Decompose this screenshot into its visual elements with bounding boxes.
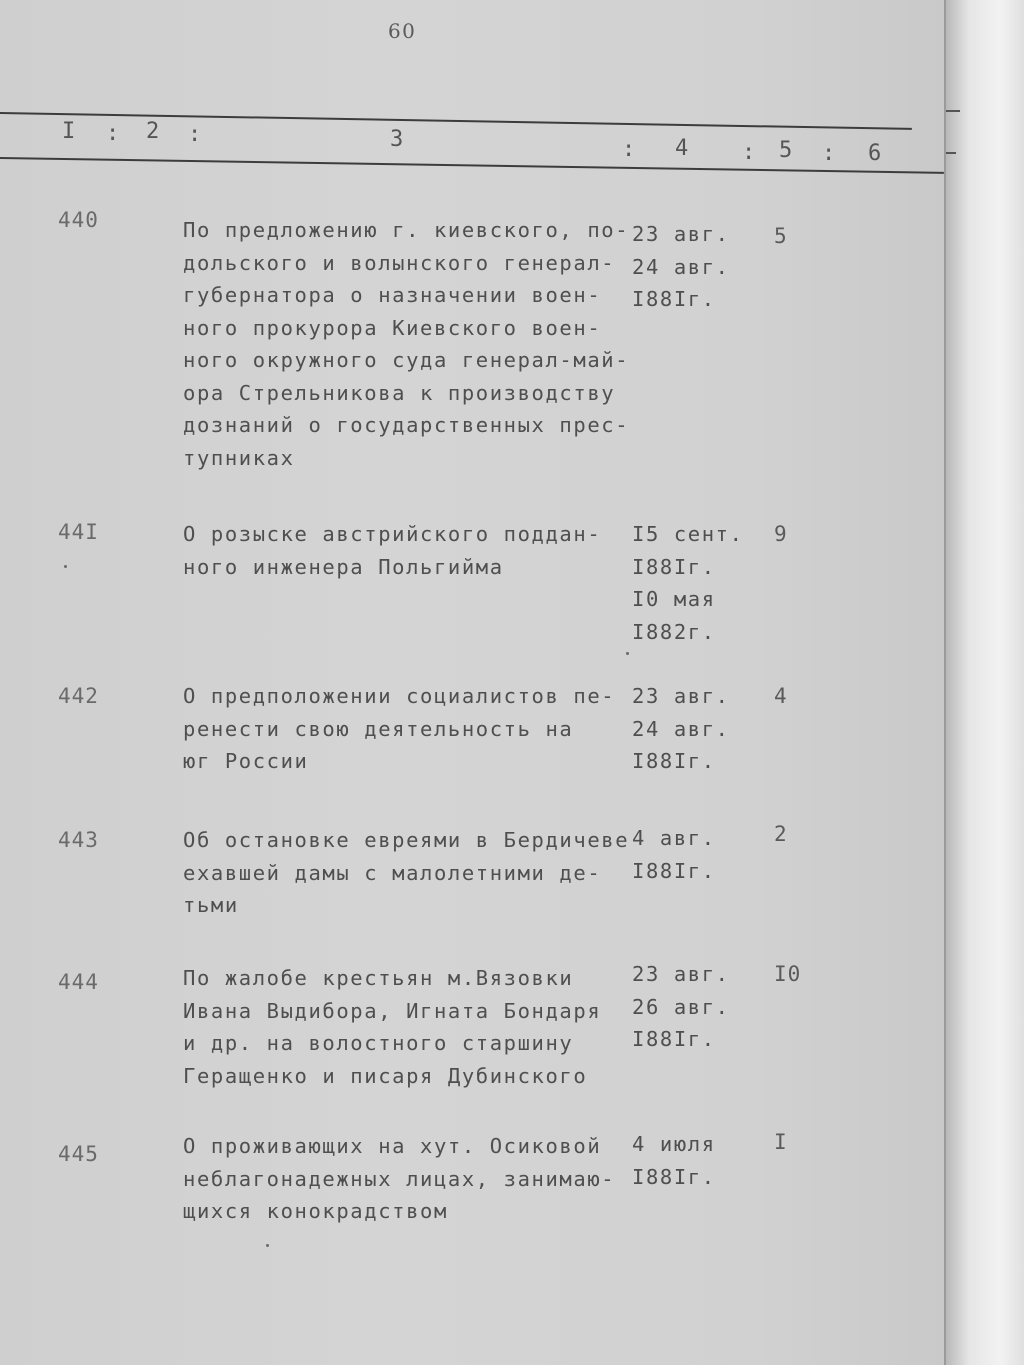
entry-description [183, 214, 638, 474]
description-line: О проживающих на хут. Осиковой [183, 1134, 602, 1158]
date-line: I88Iг. [632, 287, 716, 311]
paper-speck [64, 565, 67, 568]
date-line: I88Iг. [632, 554, 716, 579]
description-line: дольского и волынского генерал- [183, 250, 616, 275]
description-line: ного инженера Польгийма [183, 554, 504, 579]
entry-date [632, 822, 762, 887]
column-separator: : [188, 122, 202, 147]
date-line: I88Iг. [632, 1164, 716, 1189]
entry-date [632, 680, 762, 778]
description-line: юг России [183, 749, 309, 773]
entry-description [183, 680, 638, 778]
entry-description [183, 824, 638, 922]
entry-number: 444 [58, 970, 99, 994]
entry-sheet-count: I [774, 1130, 788, 1154]
date-line: 4 июля [632, 1132, 716, 1156]
page-number: 60 [388, 19, 417, 43]
column-header-4: 4 [675, 136, 689, 161]
entry-date [632, 518, 762, 648]
entry-date [632, 958, 762, 1056]
date-line: I0 мая [632, 587, 716, 611]
column-separator: : [106, 121, 120, 146]
column-separator: : [822, 141, 836, 166]
date-line: 23 авг. [632, 962, 730, 986]
entry-number: 442 [58, 684, 99, 708]
entry-description [183, 518, 638, 583]
entry-number: 440 [58, 208, 99, 232]
description-line: ного прокурора Киевского воен- [183, 315, 602, 340]
description-line: О розыске австрийского поддан- [183, 522, 602, 546]
date-line: I882г. [632, 619, 716, 644]
description-line: ного окружного суда генерал-май- [183, 348, 630, 372]
column-separator: : [622, 137, 636, 162]
description-line: По жалобе крестьян м.Вязовки [183, 966, 574, 990]
description-line: О предположении социалистов пе- [183, 684, 616, 708]
entry-description [183, 1130, 638, 1228]
entry-number: 44I [58, 520, 99, 544]
description-line: неблагонадежных лицах, занимаю- [183, 1166, 616, 1191]
edge-mark [946, 110, 960, 112]
column-header-1: I [62, 119, 76, 144]
description-line: тупниках [183, 445, 295, 470]
paper-speck [626, 652, 629, 655]
entry-sheet-count: 9 [774, 522, 788, 546]
description-line: губернатора о назначении воен- [183, 283, 602, 307]
description-line: щихся конокрадством [183, 1199, 448, 1223]
column-header-3: 3 [390, 127, 404, 152]
column-separator: : [742, 140, 756, 165]
edge-mark [946, 152, 956, 154]
date-line: 23 авг. [632, 222, 730, 246]
date-line: I88Iг. [632, 749, 716, 773]
entry-date [632, 218, 762, 316]
date-line: 24 авг. [632, 254, 730, 279]
underlying-sheet-edge [944, 0, 1024, 1365]
description-line: Геращенко и писаря Дубинского [183, 1063, 588, 1088]
entry-sheet-count: 2 [774, 822, 788, 846]
entry-number: 445 [58, 1142, 99, 1166]
date-line: 4 авг. [632, 826, 716, 850]
header-top-rule [0, 112, 912, 130]
date-line: 23 авг. [632, 684, 730, 708]
entry-description [183, 962, 638, 1092]
date-line: 24 авг. [632, 716, 730, 741]
description-line: дознаний о государственных прес- [183, 413, 630, 437]
description-line: ора Стрельникова к производству [183, 380, 616, 405]
date-line: I88Iг. [632, 858, 716, 883]
entry-sheet-count: 4 [774, 684, 788, 708]
column-header-5: 5 [779, 138, 793, 163]
header-bottom-rule [0, 157, 944, 174]
paper-speck [266, 1244, 269, 1247]
entry-sheet-count: I0 [774, 962, 802, 986]
column-header-2: 2 [146, 119, 160, 144]
description-line: Об остановке евреями в Бердичеве [183, 828, 630, 852]
column-header-6: 6 [868, 141, 882, 166]
date-line: 26 авг. [632, 994, 730, 1019]
date-line: I5 сент. [632, 522, 744, 546]
description-line: Ивана Выдибора, Игната Бондаря [183, 998, 602, 1023]
date-line: I88Iг. [632, 1027, 716, 1051]
description-line: По предложению г. киевского, по- [183, 218, 630, 242]
description-line: и др. на волостного старшину [183, 1031, 574, 1055]
entry-number: 443 [58, 828, 99, 852]
description-line: тьми [183, 893, 239, 917]
entry-date [632, 1128, 762, 1193]
description-line: ехавшей дамы с малолетними де- [183, 860, 602, 885]
description-line: ренести свою деятельность на [183, 716, 574, 741]
entry-sheet-count: 5 [774, 224, 788, 248]
